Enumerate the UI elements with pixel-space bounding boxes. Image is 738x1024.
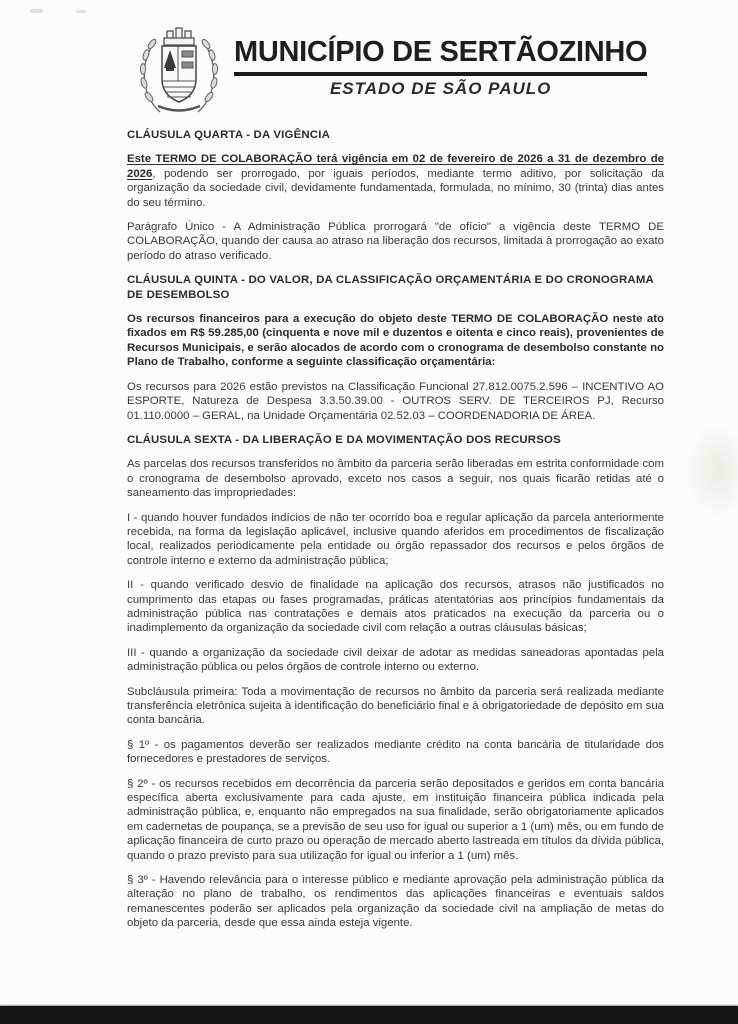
text-run: II - quando verificado desvio de finalidade na aplicação dos recursos, atrasos não justificados no cumprimento das etapas ou fases programadas, práticas atentatórias aos princípios fundamentais da administração pública nas contratações e demais atos praticados na execução da parceria ou o inadimplemento da organização da sociedade civil com relação a outras cláusulas básicas;	[127, 579, 664, 635]
text-run: CLÁUSULA QUINTA - DO VALOR, DA CLASSIFICAÇÃO ORÇAMENTÁRIA E DO CRONOGRAMA DE DESEMBOLSO	[127, 274, 654, 301]
text-run: Este TERMO DE COLABORAÇÃO terá vigência em 02 de fevereiro de 2026 a 31 de dezembro de 2026	[127, 153, 664, 180]
state-subtitle: ESTADO DE SÃO PAULO	[329, 79, 552, 98]
text-run: Parágrafo Único - A Administração Pública prorrogará "de ofício" a vigência deste TERMO DE COLABORAÇÃO, quando der causa ao atraso na liberação dos recursos, limitada à prorrogação ao exato período do atraso verificado.	[127, 221, 664, 262]
clause-paragraph	[127, 457, 664, 500]
clause-heading	[127, 128, 664, 142]
text-run: III - quando a organização da sociedade civil deixar de adotar as medidas saneadoras apontadas pela administração pública ou pelos órgãos de controle interno ou externo.	[127, 646, 664, 674]
clause-paragraph	[127, 685, 664, 728]
text-run: Subcláusula primeira: Toda a movimentação de recursos no âmbito da parceria será realizada mediante transferência eletrônica sujeita à identificação do beneficiário final e à obrigatoriedade de depósito em sua conta bancária.	[127, 685, 664, 727]
text-run: § 1º - os pagamentos deverão ser realizados mediante crédito na conta bancária de titularidade dos fornecedores e prestadores de serviços.	[127, 738, 664, 766]
scan-speck	[76, 10, 86, 13]
scanner-edge-artifact	[0, 1006, 738, 1024]
clause-paragraph	[127, 873, 664, 931]
clause-paragraph	[127, 312, 664, 370]
text-run: As parcelas dos recursos transferidos no âmbito da parceria serão liberadas em estrita conformidade com o cronograma de desembolso aprovado, exceto nos casos a seguir, nos quais ficarão retidas até o saneamento das impropriedades:	[127, 458, 664, 500]
text-run: Os recursos para 2026 estão previstos na Classificação Funcional 27.812.0075.2.596 – INCENTIVO AO ESPORTE, Natureza de Despesa 3.3.50.39.00 - OUTROS SERV. DE TERCEIROS PJ, Recurso 01.110.0000 – GERAL, na Unidade Orçamentária 02.52.03 – COORDENADORIA DE ÁREA.	[127, 380, 664, 422]
clause-heading	[127, 433, 664, 447]
clause-paragraph	[127, 578, 664, 636]
scan-smudge	[684, 424, 738, 518]
clause-paragraph	[127, 511, 664, 569]
clause-paragraph	[127, 646, 664, 675]
clause-paragraph	[127, 152, 664, 210]
text-run: CLÁUSULA SEXTA - DA LIBERAÇÃO E DA MOVIMENTAÇÃO DOS RECURSOS	[127, 433, 561, 446]
letterhead	[136, 24, 647, 122]
text-run: I - quando houver fundados indícios de não ter ocorrido boa e regular aplicação da parcela anteriormente recebida, na forma da legislação aplicável, inclusive quando aferidos em procedimentos de fiscalização local, realizados periodicamente pela entidade ou órgão repassador dos recursos e pelos órgãos de controle interno e externo da administração pública;	[127, 511, 664, 567]
letterhead-text	[234, 24, 647, 99]
municipality-title: MUNICÍPIO DE SERTÃOZINHO	[234, 36, 647, 76]
document-body	[127, 128, 664, 931]
clause-paragraph	[127, 220, 664, 263]
text-run: § 3º - Havendo relevância para o interesse público e mediante aprovação pela administração pública da alteração no plano de trabalho, os rendimentos das aplicações financeiras e eventuais saldos remanescentes poderão ser aplicados pela organização da sociedade civil na ampliação de metas do objeto da parceria, desde que essa ainda esteja vigente.	[127, 874, 664, 930]
municipal-coat-of-arms-icon	[136, 24, 222, 122]
clause-paragraph	[127, 380, 664, 423]
scan-speck	[30, 9, 43, 13]
text-run: , podendo ser prorrogado, por iguais períodos, mediante termo aditivo, por solicitação da organização da sociedade civil, devidamente fundamentada, formulada, no mínimo, 30 (trinta) dias antes do seu término.	[127, 167, 664, 209]
text-run: Os recursos financeiros para a execução do objeto deste TERMO DE COLABORAÇÃO neste ato fixados em R$ 59.285,00 (cinquenta e nove mil e duzentos e oitenta e cinco reais), provenientes de Recursos Municipais, e serão alocados de acordo com o cronograma de desembolso constante no Plano de Trabalho, conforme a seguinte classificação orçamentária:	[127, 313, 664, 369]
clause-paragraph	[127, 738, 664, 767]
text-run: CLÁUSULA QUARTA - DA VIGÊNCIA	[127, 129, 331, 141]
clause-heading	[127, 273, 664, 302]
clause-paragraph	[127, 777, 664, 863]
text-run: § 2º - os recursos recebidos em decorrência da parceria serão depositados e geridos em conta bancária específica aberta exclusivamente para cada ajuste, em instituição financeira pública indicada pela administração pública, e, enquanto não empregados na sua finalidade, serão obrigatoriamente aplicados em cadernetas de poupança, se a previsão de seu uso for igual ou superior a 1 (um) mês, ou em fundo de aplicação financeira de curto prazo ou operação de mercado aberto lastreada em títulos da dívida pública, quando o prazo previsto para sua utilização for igual ou inferior a 1 (um) mês.	[127, 777, 664, 862]
